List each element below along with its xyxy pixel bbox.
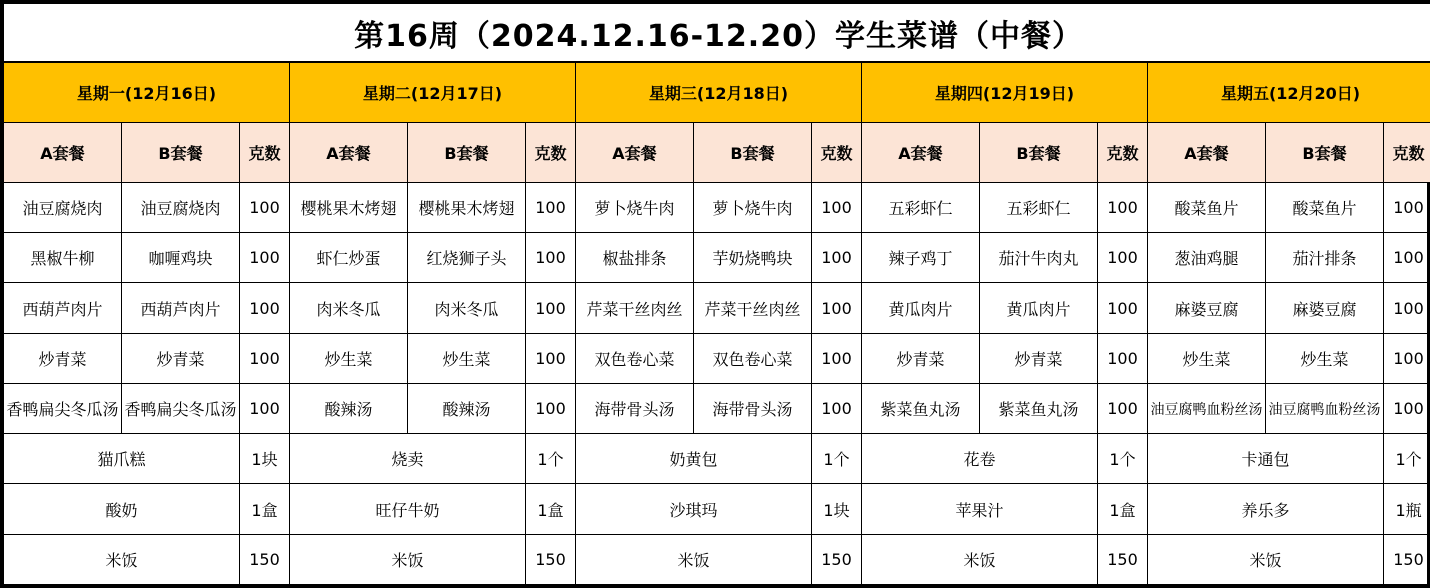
title-row bbox=[4, 4, 1430, 63]
dish-a: 虾仁炒蛋 bbox=[290, 233, 408, 283]
grams-value: 100 bbox=[240, 333, 290, 383]
dish-b: 双色卷心菜 bbox=[694, 333, 812, 383]
dish-b: 炒生菜 bbox=[1266, 333, 1384, 383]
dish-b: 芹菜干丝肉丝 bbox=[694, 283, 812, 333]
grams-value: 100 bbox=[1384, 333, 1430, 383]
day-header-monday: 星期一(12月16日) bbox=[4, 62, 290, 122]
extra-qty: 1盒 bbox=[240, 484, 290, 534]
dish-b: 炒青菜 bbox=[122, 333, 240, 383]
grams-value: 100 bbox=[1384, 182, 1430, 232]
grams-value: 100 bbox=[526, 383, 576, 433]
dish-a: 酸辣汤 bbox=[290, 383, 408, 433]
grams-value: 100 bbox=[240, 283, 290, 333]
grams-value: 100 bbox=[1384, 283, 1430, 333]
dish-b: 油豆腐烧肉 bbox=[122, 182, 240, 232]
day-header-row bbox=[4, 62, 1430, 122]
dish-row-3 bbox=[4, 283, 1430, 333]
grams-value: 100 bbox=[812, 333, 862, 383]
dish-a: 海带骨头汤 bbox=[576, 383, 694, 433]
grams-value: 100 bbox=[1098, 383, 1148, 433]
dish-row-5 bbox=[4, 383, 1430, 433]
extra-qty: 1盒 bbox=[1098, 484, 1148, 534]
dish-b: 麻婆豆腐 bbox=[1266, 283, 1384, 333]
extra-qty: 150 bbox=[1098, 534, 1148, 584]
grams-value: 100 bbox=[240, 383, 290, 433]
extra-name: 烧卖 bbox=[290, 434, 526, 484]
dish-b: 红烧狮子头 bbox=[408, 233, 526, 283]
dish-a: 双色卷心菜 bbox=[576, 333, 694, 383]
dish-a: 炒青菜 bbox=[4, 333, 122, 383]
dish-b: 香鸭扁尖冬瓜汤 bbox=[122, 383, 240, 433]
extra-name: 奶黄包 bbox=[576, 434, 812, 484]
col-header-grams: 克数 bbox=[1098, 122, 1148, 182]
grams-value: 100 bbox=[526, 283, 576, 333]
extra-row-2 bbox=[4, 484, 1430, 534]
dish-b: 西葫芦肉片 bbox=[122, 283, 240, 333]
col-header-set-b: B套餐 bbox=[1266, 122, 1384, 182]
col-header-grams: 克数 bbox=[240, 122, 290, 182]
grams-value: 100 bbox=[240, 233, 290, 283]
day-header-friday: 星期五(12月20日) bbox=[1148, 62, 1430, 122]
extra-qty: 1块 bbox=[240, 434, 290, 484]
day-header-thursday: 星期四(12月19日) bbox=[862, 62, 1148, 122]
extra-name: 猫爪糕 bbox=[4, 434, 240, 484]
dish-a: 葱油鸡腿 bbox=[1148, 233, 1266, 283]
grams-value: 100 bbox=[526, 182, 576, 232]
dish-a: 黑椒牛柳 bbox=[4, 233, 122, 283]
grams-value: 100 bbox=[1098, 182, 1148, 232]
col-header-set-b: B套餐 bbox=[694, 122, 812, 182]
subheader-row bbox=[4, 122, 1430, 182]
col-header-set-a: A套餐 bbox=[862, 122, 980, 182]
extra-qty: 1盒 bbox=[526, 484, 576, 534]
extra-qty: 150 bbox=[812, 534, 862, 584]
extra-row-3 bbox=[4, 534, 1430, 584]
extra-name: 卡通包 bbox=[1148, 434, 1384, 484]
dish-b: 五彩虾仁 bbox=[980, 182, 1098, 232]
grams-value: 100 bbox=[1098, 333, 1148, 383]
dish-a: 樱桃果木烤翅 bbox=[290, 182, 408, 232]
grams-value: 100 bbox=[1098, 233, 1148, 283]
dish-a: 酸菜鱼片 bbox=[1148, 182, 1266, 232]
extra-qty: 1块 bbox=[812, 484, 862, 534]
col-header-set-a: A套餐 bbox=[4, 122, 122, 182]
extra-name: 酸奶 bbox=[4, 484, 240, 534]
extra-row-1 bbox=[4, 434, 1430, 484]
col-header-set-a: A套餐 bbox=[1148, 122, 1266, 182]
dish-a: 芹菜干丝肉丝 bbox=[576, 283, 694, 333]
dish-b: 酸辣汤 bbox=[408, 383, 526, 433]
col-header-grams: 克数 bbox=[1384, 122, 1430, 182]
grams-value: 100 bbox=[812, 233, 862, 283]
dish-b: 油豆腐鸭血粉丝汤 bbox=[1266, 383, 1384, 433]
col-header-set-a: A套餐 bbox=[290, 122, 408, 182]
dish-a: 炒生菜 bbox=[1148, 333, 1266, 383]
extra-qty: 1瓶 bbox=[1384, 484, 1430, 534]
grams-value: 100 bbox=[812, 182, 862, 232]
day-header-wednesday: 星期三(12月18日) bbox=[576, 62, 862, 122]
dish-a: 紫菜鱼丸汤 bbox=[862, 383, 980, 433]
dish-b: 咖喱鸡块 bbox=[122, 233, 240, 283]
extra-qty: 1个 bbox=[1098, 434, 1148, 484]
dish-a: 油豆腐鸭血粉丝汤 bbox=[1148, 383, 1266, 433]
grams-value: 100 bbox=[1384, 233, 1430, 283]
col-header-grams: 克数 bbox=[812, 122, 862, 182]
dish-a: 麻婆豆腐 bbox=[1148, 283, 1266, 333]
extra-name: 沙琪玛 bbox=[576, 484, 812, 534]
col-header-set-b: B套餐 bbox=[408, 122, 526, 182]
dish-b: 黄瓜肉片 bbox=[980, 283, 1098, 333]
extra-name: 米饭 bbox=[4, 534, 240, 584]
extra-name: 旺仔牛奶 bbox=[290, 484, 526, 534]
grams-value: 100 bbox=[1384, 383, 1430, 433]
dish-a: 西葫芦肉片 bbox=[4, 283, 122, 333]
grams-value: 100 bbox=[812, 283, 862, 333]
dish-a: 萝卜烧牛肉 bbox=[576, 182, 694, 232]
extra-qty: 150 bbox=[526, 534, 576, 584]
dish-row-2 bbox=[4, 233, 1430, 283]
grams-value: 100 bbox=[1098, 283, 1148, 333]
extra-name: 米饭 bbox=[290, 534, 526, 584]
dish-b: 芋奶烧鸭块 bbox=[694, 233, 812, 283]
page-title: 第16周（2024.12.16-12.20）学生菜谱（中餐） bbox=[4, 4, 1430, 63]
col-header-set-b: B套餐 bbox=[122, 122, 240, 182]
menu-table bbox=[3, 3, 1430, 585]
dish-b: 茄汁牛肉丸 bbox=[980, 233, 1098, 283]
extra-name: 米饭 bbox=[862, 534, 1098, 584]
extra-name: 养乐多 bbox=[1148, 484, 1384, 534]
dish-a: 黄瓜肉片 bbox=[862, 283, 980, 333]
dish-a: 油豆腐烧肉 bbox=[4, 182, 122, 232]
dish-b: 海带骨头汤 bbox=[694, 383, 812, 433]
dish-b: 茄汁排条 bbox=[1266, 233, 1384, 283]
dish-a: 辣子鸡丁 bbox=[862, 233, 980, 283]
dish-row-1 bbox=[4, 182, 1430, 232]
dish-b: 紫菜鱼丸汤 bbox=[980, 383, 1098, 433]
dish-a: 五彩虾仁 bbox=[862, 182, 980, 232]
col-header-set-a: A套餐 bbox=[576, 122, 694, 182]
extra-name: 苹果汁 bbox=[862, 484, 1098, 534]
dish-a: 肉米冬瓜 bbox=[290, 283, 408, 333]
dish-b: 炒生菜 bbox=[408, 333, 526, 383]
extra-name: 花卷 bbox=[862, 434, 1098, 484]
day-header-tuesday: 星期二(12月17日) bbox=[290, 62, 576, 122]
grams-value: 100 bbox=[240, 182, 290, 232]
extra-qty: 1个 bbox=[1384, 434, 1430, 484]
dish-row-4 bbox=[4, 333, 1430, 383]
extra-qty: 1个 bbox=[812, 434, 862, 484]
col-header-set-b: B套餐 bbox=[980, 122, 1098, 182]
extra-name: 米饭 bbox=[1148, 534, 1384, 584]
extra-qty: 1个 bbox=[526, 434, 576, 484]
dish-b: 萝卜烧牛肉 bbox=[694, 182, 812, 232]
dish-a: 炒生菜 bbox=[290, 333, 408, 383]
extra-qty: 150 bbox=[1384, 534, 1430, 584]
grams-value: 100 bbox=[526, 333, 576, 383]
col-header-grams: 克数 bbox=[526, 122, 576, 182]
grams-value: 100 bbox=[526, 233, 576, 283]
dish-b: 酸菜鱼片 bbox=[1266, 182, 1384, 232]
dish-b: 炒青菜 bbox=[980, 333, 1098, 383]
dish-a: 炒青菜 bbox=[862, 333, 980, 383]
dish-b: 肉米冬瓜 bbox=[408, 283, 526, 333]
dish-a: 香鸭扁尖冬瓜汤 bbox=[4, 383, 122, 433]
grams-value: 100 bbox=[812, 383, 862, 433]
extra-name: 米饭 bbox=[576, 534, 812, 584]
dish-b: 樱桃果木烤翅 bbox=[408, 182, 526, 232]
extra-qty: 150 bbox=[240, 534, 290, 584]
dish-a: 椒盐排条 bbox=[576, 233, 694, 283]
